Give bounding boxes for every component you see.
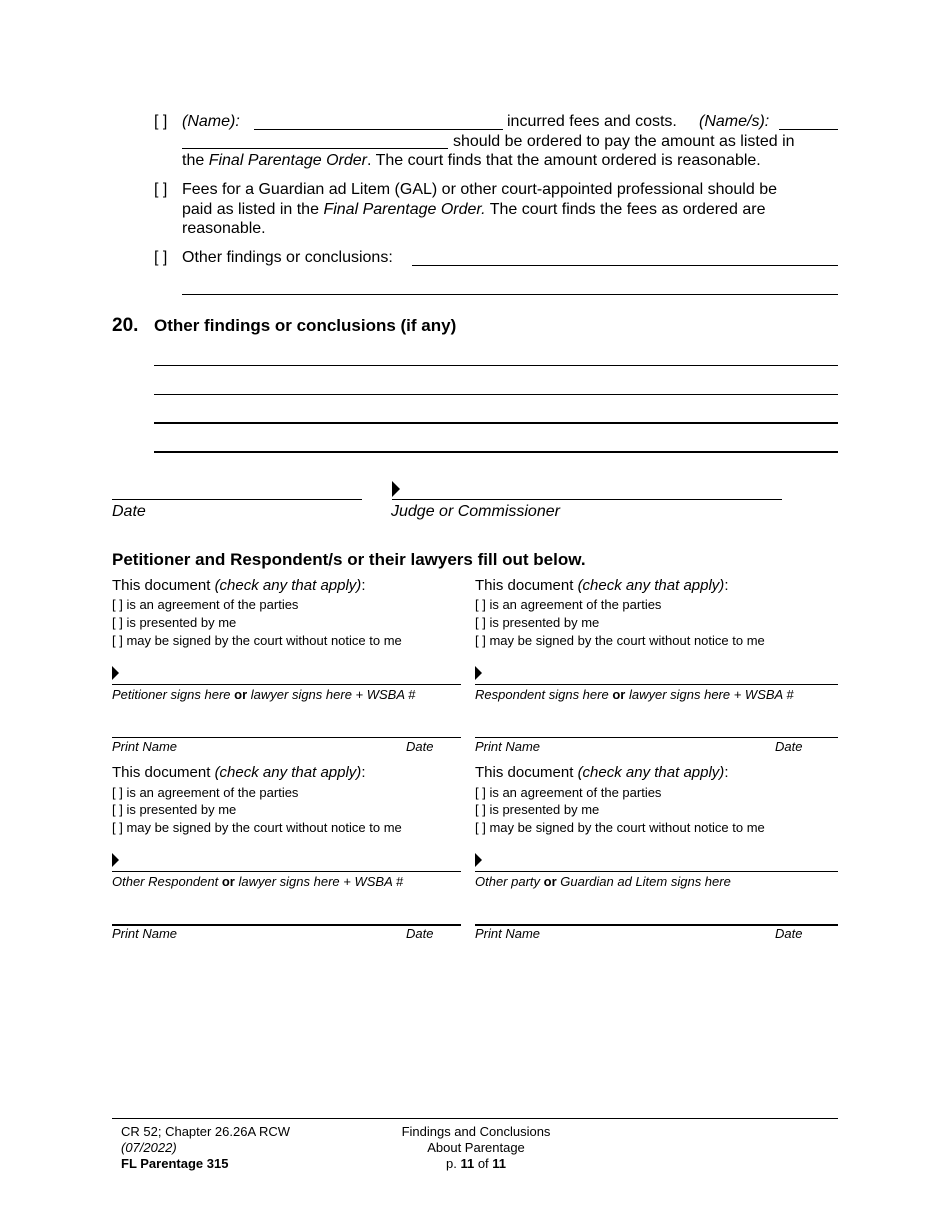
option-no-notice[interactable]: [ ] may be signed by the court without notice to me [112,820,402,835]
names-label: (Name/s): [699,113,770,130]
option-agreement[interactable]: [ ] is an agreement of the parties [112,785,299,800]
checkbox[interactable]: [ ] [154,249,168,266]
date-label: Date [406,926,434,941]
section-20-number: 20. [112,315,139,336]
option-agreement[interactable]: [ ] is an agreement of the parties [112,597,299,612]
footer-version: (07/2022) [121,1140,177,1155]
section-20-line-4[interactable] [154,451,838,453]
gal-fees-line3: reasonable. [182,220,266,237]
section-20-line-1[interactable] [154,365,838,366]
sig-block-petitioner [112,577,462,757]
signature-field[interactable] [112,871,461,872]
date-label: Date [775,739,803,754]
footer-left [121,1124,290,1172]
date-label: Date [112,503,146,520]
doc-check-heading: This document (check any that apply): [475,577,729,594]
gal-fees-line2: paid as listed in the Final Parentage Order. The court finds the fees as ordered are [182,201,766,218]
footer-title-1: Findings and Conclusions [401,1124,551,1139]
print-name-field[interactable] [475,737,838,738]
judge-signature-field[interactable] [392,499,782,500]
print-name-label: Print Name [112,739,178,754]
option-no-notice[interactable]: [ ] may be signed by the court without notice to me [475,820,765,835]
footer-rule-citation: CR 52; Chapter 26.26A RCW [121,1124,291,1139]
signature-field[interactable] [475,684,838,685]
print-name-label: Print Name [475,739,541,754]
print-name-label: Print Name [112,926,178,941]
option-no-notice[interactable]: [ ] may be signed by the court without notice to me [112,633,402,648]
signature-label: Other Respondent or lawyer signs here + WSBA # [112,874,404,889]
option-agreement[interactable]: [ ] is an agreement of the parties [475,785,662,800]
signature-arrow-icon [392,481,400,497]
date-field[interactable] [112,499,362,500]
signature-arrow-icon [475,666,482,680]
fee-name-field[interactable] [254,129,503,130]
option-presented[interactable]: [ ] is presented by me [112,802,237,817]
print-name-field[interactable] [112,737,461,738]
sig-block-respondent [475,577,838,757]
date-label: Date [775,926,803,941]
doc-check-heading: This document (check any that apply): [112,764,366,781]
signature-field[interactable] [475,871,838,872]
footer-rule [112,1118,838,1119]
final-order-sentence: the Final Parentage Order. The court finds that the amount ordered is reasonable. [182,152,761,169]
signature-arrow-icon [475,853,482,867]
signature-arrow-icon [112,666,119,680]
final-order-title: Final Parentage Order. [323,201,486,218]
should-pay-text: should be ordered to pay the amount as listed in [453,133,795,150]
footer-page-number: p. 11 of 11 [445,1156,507,1171]
doc-check-heading: This document (check any that apply): [475,764,729,781]
other-findings-field-2[interactable] [182,294,838,295]
signature-arrow-icon [112,853,119,867]
footer-form-id: FL Parentage 315 [121,1156,229,1171]
option-presented[interactable]: [ ] is presented by me [475,802,600,817]
name-label: (Name): [182,113,240,130]
other-findings-label: Other findings or conclusions: [182,249,393,266]
section-20-line-3[interactable] [154,422,838,424]
section-20-title: Other findings or conclusions (if any) [154,316,457,335]
sig-block-other-respondent [112,764,462,944]
signature-label: Petitioner signs here or lawyer signs here + WSBA # [112,687,416,702]
signature-label: Respondent signs here or lawyer signs here + WSBA # [475,687,794,702]
fee-payer-field-a[interactable] [779,129,838,130]
footer-title-2: About Parentage [427,1140,525,1155]
judge-label: Judge or Commissioner [391,503,560,520]
print-name-label: Print Name [475,926,541,941]
option-presented[interactable]: [ ] is presented by me [475,615,600,630]
checkbox[interactable]: [ ] [154,113,168,130]
date-label: Date [406,739,434,754]
checkbox[interactable]: [ ] [154,181,168,198]
signature-field[interactable] [112,684,461,685]
signature-label: Other party or Guardian ad Litem signs here [475,874,731,889]
option-presented[interactable]: [ ] is presented by me [112,615,237,630]
section-20-line-2[interactable] [154,394,838,395]
option-no-notice[interactable]: [ ] may be signed by the court without notice to me [475,633,765,648]
final-order-title: Final Parentage Order [208,152,368,169]
incurred-text: incurred fees and costs. [507,113,677,130]
other-findings-field-1[interactable] [412,265,838,266]
option-agreement[interactable]: [ ] is an agreement of the parties [475,597,662,612]
gal-fees-line1: Fees for a Guardian ad Litem (GAL) or other court-appointed professional should be [182,181,777,198]
footer-center [376,1124,576,1172]
parties-heading: Petitioner and Respondent/s or their lawyers fill out below. [112,550,586,569]
sig-block-other-party [475,764,838,944]
fee-payer-field-b[interactable] [182,148,448,149]
doc-check-heading: This document (check any that apply): [112,577,366,594]
